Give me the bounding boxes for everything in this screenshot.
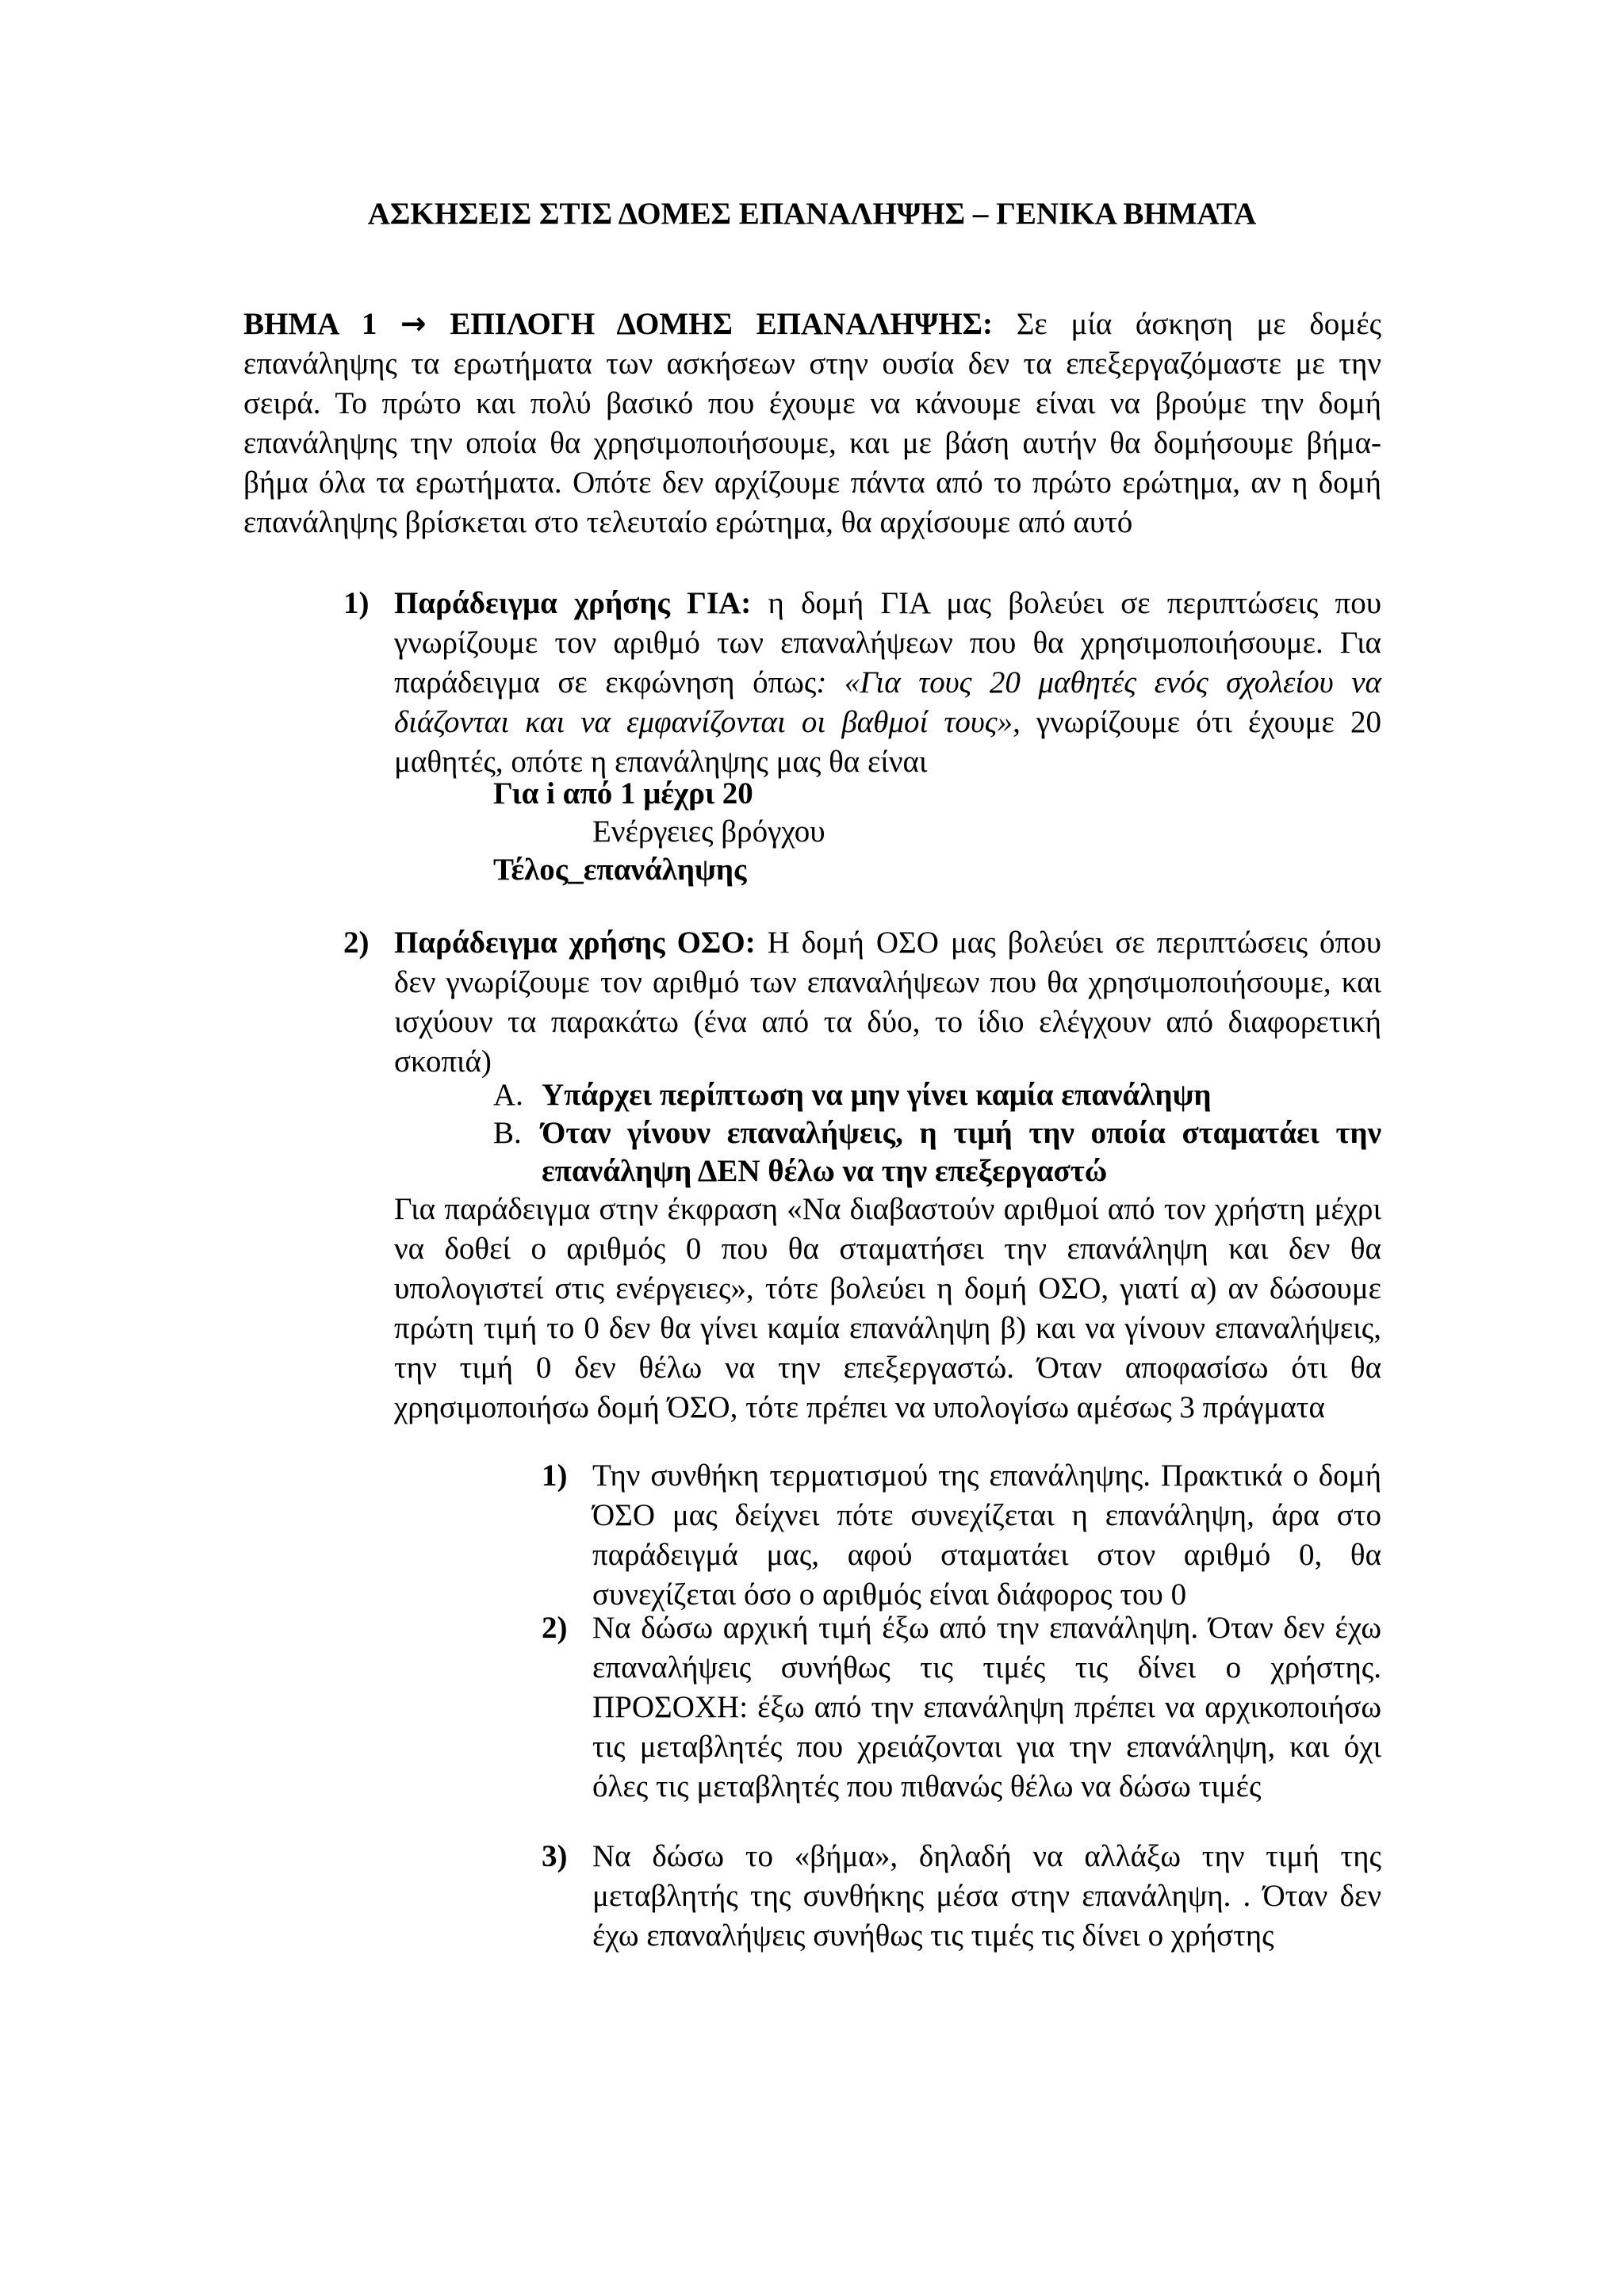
step-item-3-number: 3) bbox=[542, 1839, 568, 1873]
condition-a-text: Υπάρχει περίπτωση να μην γίνει καμία επανάληψη bbox=[542, 1078, 1212, 1112]
step1-heading-title: ΕΠΙΛΟΓΗ ΔΟΜΗΣ ΕΠΑΝΑΛΗΨΗΣ: bbox=[450, 307, 994, 341]
step-item-3-text: Να δώσω το «βήμα», δηλαδή να αλλάξω την τιμή της μεταβλητής της συνθήκης μέσα στην επανάληψη. . Όταν δεν έχω επαναλήψεις συνήθως τις τιμές τις δίνει ο χρήστης bbox=[592, 1839, 1381, 1953]
page-title: ΑΣΚΗΣΕΙΣ ΣΤΙΣ ΔΟΜΕΣ ΕΠΑΝΑΛΗΨΗΣ – ΓΕΝΙΚΑ ΒΗΜΑΤΑ bbox=[367, 197, 1257, 231]
example2-explanation: Για παράδειγμα στην έκφραση «Να διαβαστούν αριθμοί από τον χρήστη μέχρι να δοθεί ο αριθμός 0 που θα σταματήσει την επανάληψη και δεν θα υπολογιστεί στις ενέργειες», τότε βολεύει η δομή ΟΣΟ, γιατί α) αν δώσουμε πρώτη τιμή το 0 δεν θα γίνει καμία επανάληψη β) και να γίνουν επαναλήψεις, την τιμή 0 δεν θέλω να την επεξεργαστώ. Όταν αποφασίσω ότι θα χρησιμοποιήσω δομή ΌΣΟ, τότε πρέπει να υπολογίσω αμέσως 3 πράγματα bbox=[394, 1192, 1381, 1424]
example1-text-a: η δομή ΓΙΑ μας βολεύει σε περιπτώσεις που γνωρίζουμε τον αριθμό των επαναλήψεων που θα χρησιμοποιήσουμε. Για παράδειγμα σε εκφώνηση όπως bbox=[394, 586, 1382, 700]
condition-b-text-line1: Όταν γίνουν επαναλήψεις, η τιμή την οποία σταματάει την bbox=[542, 1116, 1381, 1150]
example2-text: Η δομή ΟΣΟ μας βολεύει σε περιπτώσεις όπου δεν γνωρίζουμε τον αριθμό των επαναλήψεων που θα χρησιμοποιήσουμε, και ισχύουν τα παρακάτω (ένα από τα δύο, το ίδιο ελέγχουν από διαφορετική σκοπιά) bbox=[394, 926, 1381, 1079]
step-item-2-number: 2) bbox=[542, 1611, 568, 1645]
condition-b-label: Β. bbox=[493, 1116, 522, 1150]
code-line-body: Ενέργειες βρόγχου bbox=[592, 815, 825, 849]
example1-quote: : «Για τους 20 μαθητές ενός σχολείου να διάζονται και να εμφανίζονται οι βαθμοί τους» bbox=[394, 665, 1381, 739]
example2-heading: Παράδειγμα χρήσης ΟΣΟ: bbox=[394, 926, 756, 960]
step-item-1-number: 1) bbox=[542, 1458, 568, 1493]
step1-body: Σε μία άσκηση με δομές επανάληψης τα ερωτήματα των ασκήσεων στην ουσία δεν τα επεξεργαζόμαστε με την σειρά. Το πρώτο και πολύ βασικό που έχουμε να κάνουμε είναι να βρούμε την δομή επανάληψης την οποία θα χρησιμοποιήσουμε, και με βάση αυτήν θα δομήσουμε βήμα-βήμα όλα τα ερωτήματα. Οπότε δεν αρχίζουμε πάντα από το πρώτο ερώτημα, αν η δομή επανάληψης βρίσκεται στο τελευταίο ερώτημα, θα αρχίσουμε από αυτό bbox=[243, 307, 1382, 539]
example2-number: 2) bbox=[343, 926, 370, 960]
example1-text-b: , γνωρίζουμε ότι έχουμε 20 μαθητές, οπότε η επανάληψης μας θα είναι bbox=[394, 705, 1381, 779]
code-line-end: Τέλος_επανάληψης bbox=[493, 853, 747, 887]
condition-a-label: Α. bbox=[493, 1078, 523, 1112]
example2-paragraph bbox=[394, 923, 1381, 1082]
example1-number: 1) bbox=[343, 586, 370, 620]
example1-paragraph bbox=[394, 584, 1381, 782]
code-line-for: Για i από 1 μέχρι 20 bbox=[493, 776, 753, 811]
example1-heading: Παράδειγμα χρήσης ΓΙΑ: bbox=[394, 586, 752, 620]
condition-b-text-line2: επανάληψη ΔΕΝ θέλω να την επεξεργαστώ bbox=[542, 1154, 1108, 1188]
step1-paragraph bbox=[243, 305, 1381, 542]
arrow-icon: → bbox=[400, 306, 427, 342]
step-item-2-text: Να δώσω αρχική τιμή έξω από την επανάληψη. Όταν δεν έχω επαναλήψεις συνήθως τις τιμές τις δίνει ο χρήστης. ΠΡΟΣΟΧΗ: έξω από την επανάληψη πρέπει να αρχικοποιήσω τις μεταβλητές που χρειάζονται για την επανάληψη, και όχι όλες τις μεταβλητές που πιθανώς θέλω να δώσω τιμές bbox=[592, 1611, 1381, 1803]
step-item-1-text: Την συνθήκη τερματισμού της επανάληψης. Πρακτικά ο δομή ΌΣΟ μας δείχνει πότε συνεχίζεται η επανάληψη, άρα στο παράδειγμά μας, αφού σταματάει στον αριθμό 0, θα συνεχίζεται όσο ο αριθμός είναι διάφορος του 0 bbox=[592, 1458, 1381, 1612]
step1-heading-label: ΒΗΜΑ 1 bbox=[243, 307, 377, 341]
